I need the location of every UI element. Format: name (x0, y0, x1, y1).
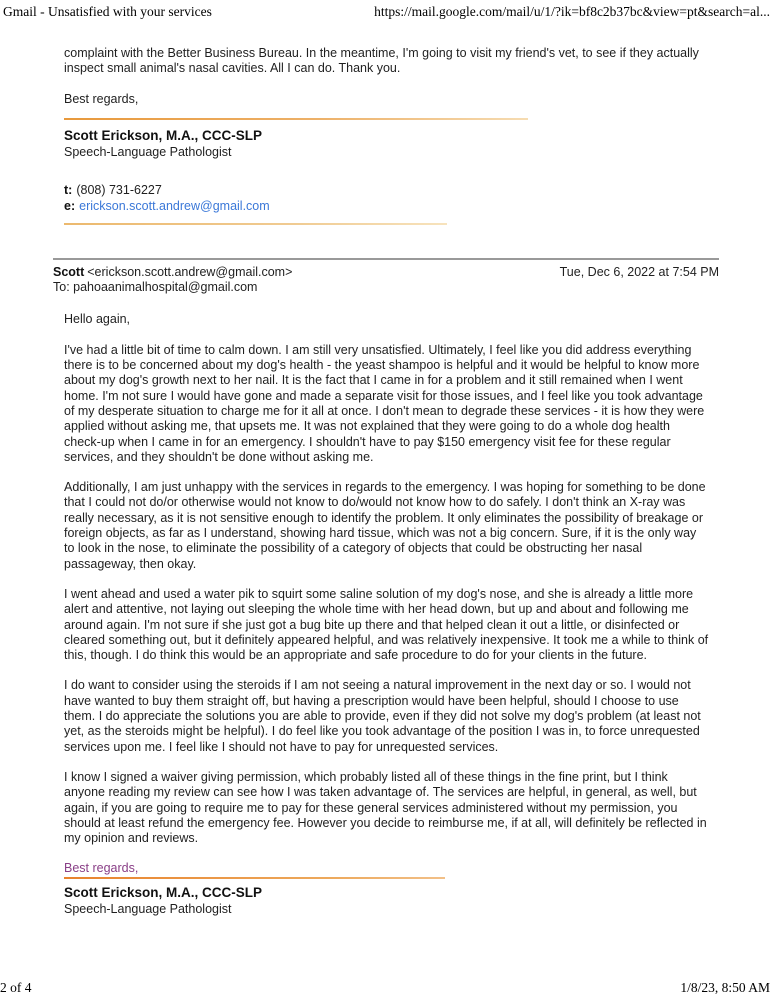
greeting: Hello again, (64, 312, 131, 327)
message-signature-title: Speech-Language Pathologist (64, 901, 232, 916)
print-footer (0, 980, 770, 996)
message-body (64, 312, 710, 916)
phone-number: (808) 731-6227 (76, 182, 162, 197)
previous-message-body (64, 46, 710, 107)
signature-email-line (64, 198, 719, 214)
email-label: e: (64, 198, 76, 213)
message-closing: Best regards, (64, 861, 139, 876)
previous-message-text: complaint with the Better Business Bureau. In the meantime, I'm going to visit my friend's vet, to see if they actually inspect small animal's nasal cavities. All I can do. Thank you. (64, 46, 699, 76)
message-separator (53, 258, 719, 260)
message-header (53, 265, 719, 280)
from-name: Scott (53, 264, 85, 279)
paragraph-1: I've had a little bit of time to calm down. I am still very unsatisfied. Ultimately, I feel like you did address everything there is to be concerned about my dog's health - the yeast shampoo is helpful and it would be helpful to know more about my dog's growth next to her nail. It is the fact that I came in for a problem and it still remained when I went home. I'm not sure I would have gone and made a separate visit for those issues, and I feel like you took advantage of my desperate situation to charge me for it all at once. I don't mean to degrade these services - it is how they were applied without asking me, that upsets me. It was not explained that they were going to do a whole dog health check-up when I came in for an emergency. I shouldn't have to pay $150 emergency visit fee for these regular services, and they shouldn't be done without asking me. (64, 342, 705, 464)
previous-message-closing: Best regards, (64, 91, 139, 106)
message-date: Tue, Dec 6, 2022 at 7:54 PM (559, 264, 719, 279)
paragraph-5: I know I signed a waiver giving permission, which probably listed all of these things in the fine print, but I think anyone reading my review can see how I was taken advantage of. The services are helpful, in general, as well, but again, if you are going to require me to pay for these general services administered without my permission, you should at least refund the emergency fee. However you decide to reimburse me, if at all, will definitely be reflected in my opinion and reviews. (64, 769, 707, 846)
paragraph-4: I do want to consider using the steroids if I am not seeing a natural improvement in the next day or so. I would not have wanted to buy them straight off, but having a prescription would have been helpful, should I choose to use them. I do appreciate the solutions you are able to provide, even if they did not solve my dog's problem (at least not yet, as the steroids might be helpful). I do feel like you took advantage of the position I was in, to force unrequested services upon me. I feel like I should not have to pay for unrequested services. (64, 678, 701, 754)
page-indicator: 2 of 4 (0, 980, 32, 995)
print-header-title: Gmail - Unsatisfied with your services (3, 4, 212, 19)
message-from (53, 265, 292, 280)
paragraph-3: I went ahead and used a water pik to squirt some saline solution of my dog's nose, and she is already a little more alert and attentive, not laying out sleeping the whole time with her head down, but up and about and following me around again. I'm not sure if she just got a bug bite up there and that helped clean it out a little, or disinfected or cleared something out, but it definitely appeared helpful, and was relatively inexpensive. It took me a while to think of this, though. I do think this would be an appropriate and safe procedure to do for your clients in the future. (64, 586, 709, 663)
message-signature-name: Scott Erickson, M.A., CCC-SLP (64, 884, 263, 900)
paragraph-2: Additionally, I am just unhappy with the services in regards to the emergency. I was hoping for something to be done that I could not do/or otherwise would not know to do/would not know how to do safely. I don't think an X-ray was really necessary, as it is not sensitive enough to identify the problem. It only eliminates the possibility of breakage or foreign objects, as far as I understand, showing hard tissue, which was not a big concern. Sure, if it is the only way to look in the nose, to eliminate the possibility of a category of objects that could be obstructing her nasal passageway, then okay. (64, 480, 706, 571)
signature-phone-line (64, 182, 719, 198)
print-header (3, 4, 770, 20)
print-timestamp: 1/8/23, 8:50 AM (680, 980, 770, 995)
signature-contact (64, 182, 719, 214)
print-header-url: https://mail.google.com/mail/u/1/?ik=bf8c2b37bc&view=pt&search=al... (374, 4, 770, 19)
signature-divider (64, 118, 528, 120)
message-closing-underline (64, 861, 445, 878)
email-content (53, 46, 719, 917)
signature-title: Speech-Language Pathologist (64, 144, 232, 159)
signature-name: Scott Erickson, M.A., CCC-SLP (64, 127, 263, 143)
signature-email-link[interactable]: erickson.scott.andrew@gmail.com (79, 198, 270, 213)
signature-divider-bottom (64, 223, 447, 225)
message-to: To: pahoaanimalhospital@gmail.com (53, 280, 258, 295)
from-email: <erickson.scott.andrew@gmail.com> (87, 264, 293, 279)
phone-label: t: (64, 182, 73, 197)
